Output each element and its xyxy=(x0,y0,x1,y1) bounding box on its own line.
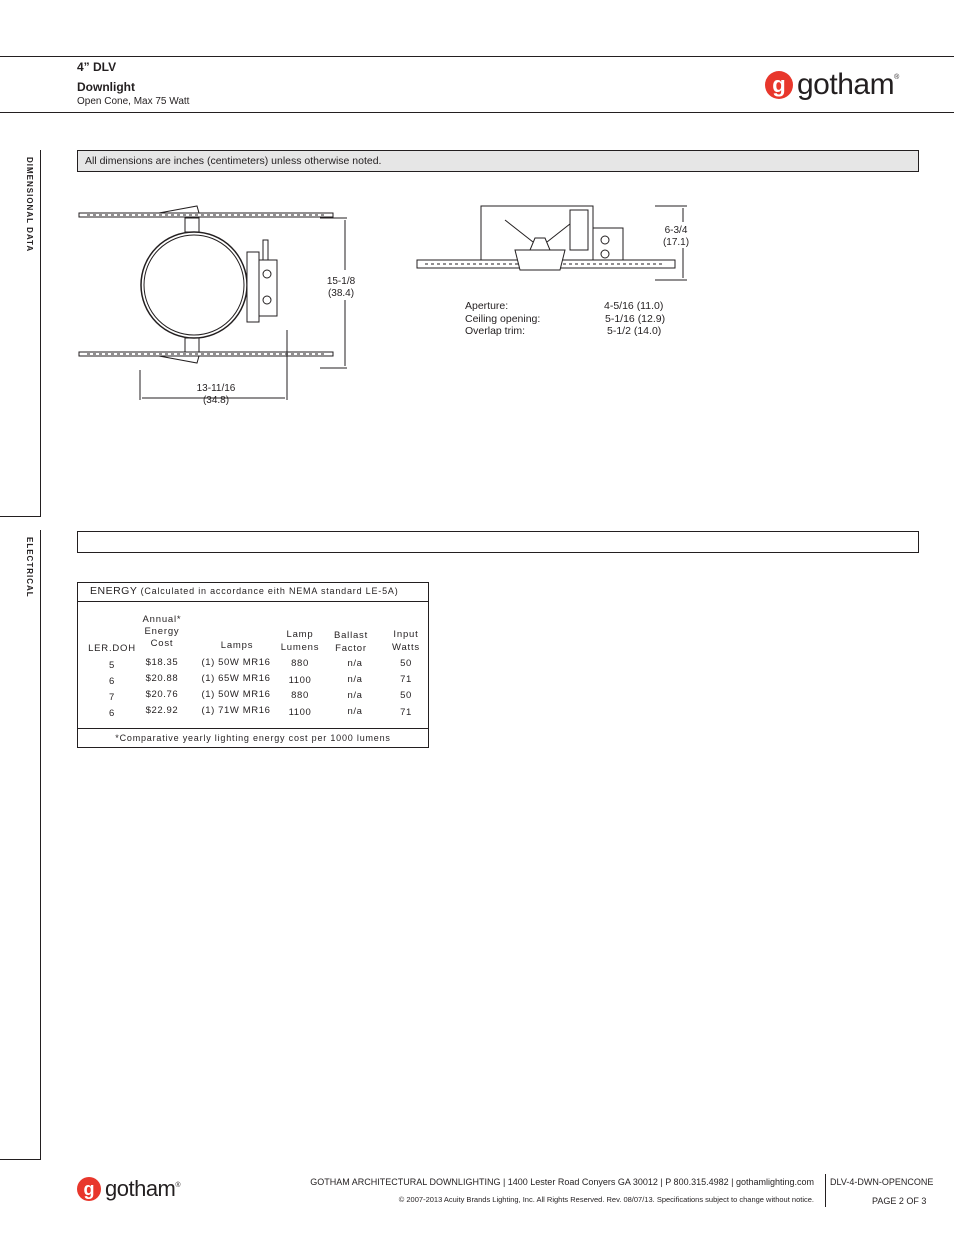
spec-row xyxy=(465,313,695,326)
table-cell-cost: $18.35 xyxy=(145,657,179,668)
table-cell-lumens: 880 xyxy=(291,658,309,669)
col-header-lumens-line: Lumens xyxy=(280,642,320,653)
spec-list xyxy=(465,300,695,338)
footer-logo-reg: ® xyxy=(175,1182,181,1189)
energy-table xyxy=(77,582,429,748)
table-cell-lumens: 1100 xyxy=(288,707,312,718)
table-cell-cost: $20.76 xyxy=(145,689,179,700)
spec-value: 5-1/16 (12.9) xyxy=(605,312,666,325)
table-cell-watts: 50 xyxy=(400,690,412,701)
section-rule-electrical xyxy=(40,530,41,1160)
energy-title-note: (Calculated in accordance eith NEMA standard LE-5A) xyxy=(140,586,399,596)
height-in: 15-1/8 xyxy=(326,276,356,287)
energy-table-head xyxy=(78,583,428,602)
table-cell-watts: 50 xyxy=(400,658,412,669)
table-cell-ballast: n/a xyxy=(347,658,363,669)
footer-page-number: PAGE 2 OF 3 xyxy=(872,1196,927,1206)
col-header-watts-line: Input xyxy=(393,629,419,640)
side-cm: (17.1) xyxy=(662,237,690,248)
logo-reg: ® xyxy=(894,74,900,81)
table-cell-watts: 71 xyxy=(400,674,412,685)
header-top-rule xyxy=(0,56,954,57)
spec-value: 5-1/2 (14.0) xyxy=(607,325,662,337)
col-header-ballast-line: Ballast xyxy=(333,630,369,641)
footer-divider xyxy=(825,1174,826,1207)
spec-label: Aperture: xyxy=(465,300,509,312)
table-cell-lumens: 880 xyxy=(291,690,309,701)
spec-row xyxy=(465,325,695,338)
table-cell-cost: $20.88 xyxy=(145,673,179,684)
height-dimension xyxy=(318,276,364,300)
col-header-watts-line: Watts xyxy=(392,642,420,653)
side-in: 6-3/4 xyxy=(664,225,688,236)
width-in: 13-11/16 xyxy=(196,383,236,394)
table-cell-ler: 5 xyxy=(109,660,115,671)
energy-title: ENERGY xyxy=(90,585,138,597)
table-cell-lamps: (1) 50W MR16 xyxy=(201,657,271,668)
dimension-note: All dimensions are inches (centimeters) unless otherwise noted. xyxy=(85,155,382,167)
table-cell-cost: $22.92 xyxy=(145,705,179,716)
footer-copyright: © 2007-2013 Acuity Brands Lighting, Inc. All Rights Reserved. Rev. 08/07/13. Specifications subject to change without notice. xyxy=(398,1195,814,1204)
header-bottom-rule xyxy=(0,112,954,113)
col-header-cost-line: Cost xyxy=(150,638,174,649)
footer-doc-id: DLV-4-DWN-OPENCONE xyxy=(830,1177,934,1187)
col-header-cost-line: Energy xyxy=(144,626,180,637)
col-header-lumens-line: Lamp xyxy=(286,629,314,640)
table-cell-ler: 7 xyxy=(109,692,115,703)
table-cell-ballast: n/a xyxy=(347,674,363,685)
col-header-ballast-line: Factor xyxy=(335,643,367,654)
dimension-note-box xyxy=(77,150,919,172)
spec-label: Ceiling opening: xyxy=(465,312,541,325)
width-cm: (34.8) xyxy=(202,395,230,406)
footer-company: GOTHAM ARCHITECTURAL DOWNLIGHTING | 1400 Lester Road Conyers GA 30012 | P 800.315.4982 | gothamlighting.com xyxy=(310,1177,814,1187)
spec-row xyxy=(465,300,695,313)
width-dimension xyxy=(180,383,252,407)
col-header-ballast xyxy=(326,629,376,655)
product-description: Open Cone, Max 75 Watt xyxy=(77,96,190,107)
col-header-watts xyxy=(382,628,430,654)
section-label-electrical: ELECTRICAL xyxy=(25,537,34,598)
footer-gotham-logo xyxy=(77,1176,181,1202)
col-header-cost-line: Annual* xyxy=(142,614,182,625)
product-subtitle: Downlight xyxy=(77,80,135,94)
table-cell-ler: 6 xyxy=(109,708,115,719)
col-header-ler: LER.DOH xyxy=(88,643,136,654)
table-cell-watts: 71 xyxy=(400,707,412,718)
col-header-cost xyxy=(136,614,188,650)
side-dimension xyxy=(656,225,696,249)
section-end-electrical xyxy=(0,1159,41,1160)
product-title: 4” DLV xyxy=(77,60,117,74)
gotham-logo xyxy=(765,68,899,102)
table-cell-ballast: n/a xyxy=(347,690,363,701)
spec-value: 4-5/16 (11.0) xyxy=(604,300,664,312)
table-cell-lamps: (1) 50W MR16 xyxy=(201,689,271,700)
side-view-drawing xyxy=(415,200,690,290)
energy-footnote: *Comparative yearly lighting energy cost per 1000 lumens xyxy=(78,728,428,747)
height-cm: (38.4) xyxy=(327,288,355,299)
table-cell-lamps: (1) 65W MR16 xyxy=(201,673,271,684)
section-rule-dimensional xyxy=(40,150,41,516)
col-header-lamps: Lamps xyxy=(220,640,254,651)
table-cell-ler: 6 xyxy=(109,676,115,687)
gotham-g-icon: g xyxy=(765,71,793,99)
table-cell-lumens: 1100 xyxy=(288,675,312,686)
electrical-header-box xyxy=(77,531,919,553)
spec-label: Overlap trim: xyxy=(465,325,526,337)
table-cell-ballast: n/a xyxy=(347,706,363,717)
logo-word: gotham xyxy=(797,68,895,101)
section-label-dimensional: DIMENSIONAL DATA xyxy=(25,157,34,253)
footer-logo-word: gotham xyxy=(105,1176,176,1201)
section-end-dimensional xyxy=(0,516,41,517)
footer-gotham-g-icon: g xyxy=(77,1177,101,1201)
col-header-lumens xyxy=(276,628,324,654)
table-cell-lamps: (1) 71W MR16 xyxy=(201,705,271,716)
